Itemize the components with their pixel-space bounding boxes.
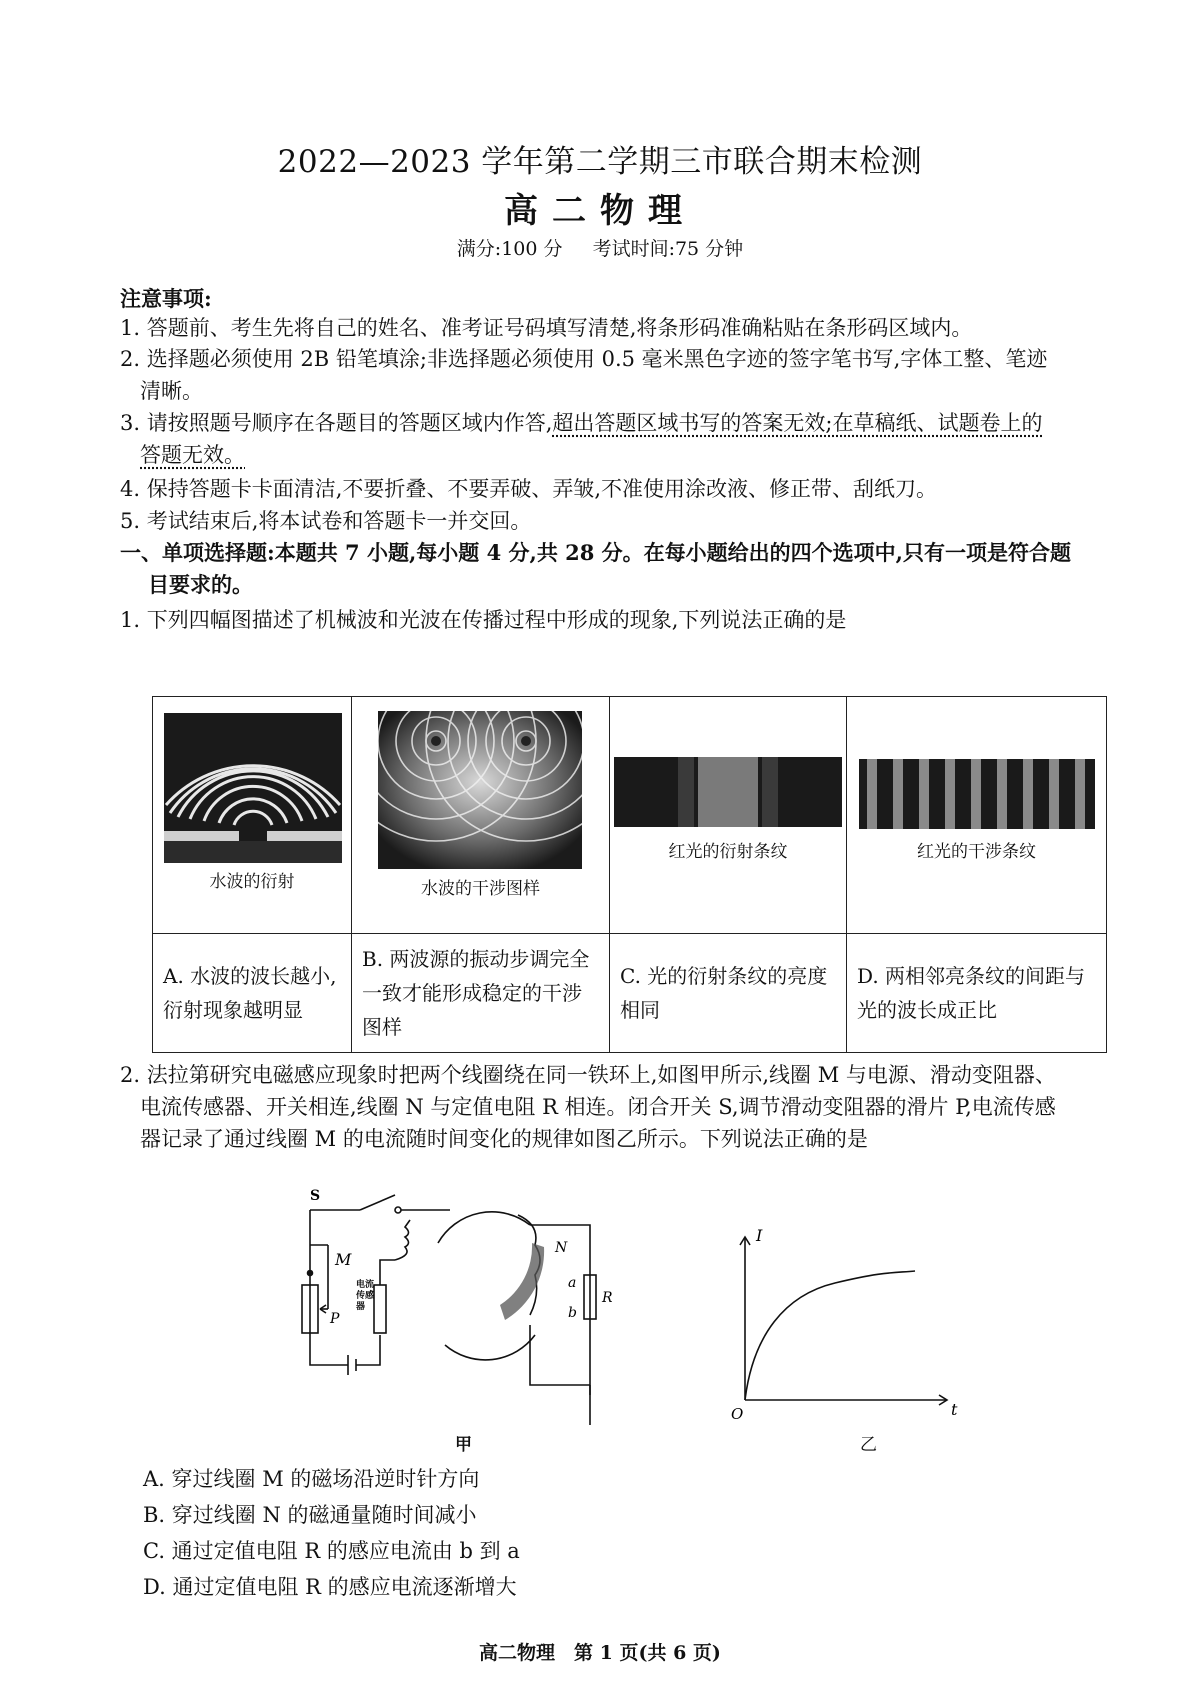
q2-stem-3: 器记录了通过线圈 M 的电流随时间变化的规律如图乙所示。下列说法正确的是 bbox=[140, 1127, 868, 1151]
red-light-diffraction-photo bbox=[614, 757, 842, 827]
q1-option-b: B. 两波源的振动步调完全一致才能形成稳定的干涉图样 bbox=[352, 934, 610, 1053]
notice-item-3-a: 3. 请按照题号顺序在各题目的答题区域内作答, bbox=[120, 411, 553, 435]
notice-item-5: 5. 考试结束后,将本试卷和答题卡一并交回。 bbox=[120, 509, 532, 533]
circuit-sensor-label-part: 传感 bbox=[356, 1291, 375, 1301]
circuit-label-sensor: 电流传感器 bbox=[302, 1270, 307, 1271]
q2-option-d: D. 通过定值电阻 R 的感应电流逐渐增大 bbox=[143, 1575, 517, 1599]
exam-title: 2022—2023 学年第二学期三市联合期末检测 bbox=[277, 144, 923, 180]
q1-caption-c: 红光的衍射条纹 bbox=[668, 842, 788, 862]
exam-subject: 高二物理 bbox=[504, 191, 696, 231]
q1-figure-a bbox=[153, 697, 352, 934]
q2-option-a: A. 穿过线圈 M 的磁场沿逆时针方向 bbox=[143, 1467, 480, 1491]
q2-stem-2: 电流传感器、开关相连,线圈 N 与定值电阻 R 相连。闭合开关 S,调节滑动变阻器的滑片 P,电流传感 bbox=[140, 1095, 1056, 1119]
page-footer: 高二物理 第 1 页(共 6 页) bbox=[479, 1642, 721, 1664]
q1-option-c: C. 光的衍射条纹的亮度相同 bbox=[610, 934, 847, 1053]
exam-meta bbox=[0, 234, 1200, 261]
circuit-label-s: S bbox=[310, 1188, 321, 1204]
current-time-graph bbox=[725, 1225, 965, 1425]
q1-option-d: D. 两相邻亮条纹的间距与光的波长成正比 bbox=[847, 934, 1107, 1053]
notice-item-3-emph-2: 答题无效。 bbox=[140, 443, 245, 467]
notice-item-4: 4. 保持答题卡卡面清洁,不要折叠、不要弄破、弄皱,不准使用涂改液、修正带、刮纸刀。 bbox=[120, 477, 938, 501]
q1-figure-c bbox=[610, 697, 847, 934]
circuit-label-p: P bbox=[330, 1311, 340, 1327]
q2-option-c: C. 通过定值电阻 R 的感应电流由 b 到 a bbox=[143, 1539, 520, 1563]
circuit-label-n: N bbox=[555, 1240, 568, 1256]
circuit-label-m: M bbox=[335, 1250, 352, 1269]
section1-heading: 一、单项选择题:本题共 7 小题,每小题 4 分,共 28 分。在每小题给出的四个选项中,只有一项是符合题 bbox=[120, 540, 1071, 565]
section1-heading-cont: 目要求的。 bbox=[148, 572, 253, 597]
q1-stem: 1. 下列四幅图描述了机械波和光波在传播过程中形成的现象,下列说法正确的是 bbox=[120, 608, 847, 632]
circuit-sensor-label-part: 电流 bbox=[356, 1280, 375, 1290]
notice-item-3 bbox=[120, 408, 1105, 438]
q1-caption-d: 红光的干涉条纹 bbox=[917, 842, 1036, 862]
red-light-interference-photo bbox=[859, 759, 1095, 829]
circuit-label-b: b bbox=[568, 1305, 577, 1321]
graph-origin-label: O bbox=[731, 1405, 744, 1423]
full-score: 满分:100 分 bbox=[456, 238, 563, 260]
q2-option-b: B. 穿过线圈 N 的磁通量随时间减小 bbox=[143, 1503, 477, 1527]
circuit-label-a: a bbox=[568, 1275, 577, 1291]
q2-stem-1: 2. 法拉第研究电磁感应现象时把两个线圈绕在同一铁环上,如图甲所示,线圈 M 与电源、滑动变阻器、 bbox=[120, 1063, 1056, 1087]
q1-table bbox=[152, 696, 1107, 1053]
q1-caption-a: 水波的衍射 bbox=[209, 872, 295, 892]
notice-item-2-cont: 清晰。 bbox=[140, 379, 203, 403]
notice-item-2: 2. 选择题必须使用 2B 铅笔填涂;非选择题必须使用 0.5 毫米黑色字迹的签字笔书写,字体工整、笔迹 bbox=[120, 347, 1048, 371]
notice-heading: 注意事项: bbox=[120, 286, 212, 311]
q1-option-a: A. 水波的波长越小,衍射现象越明显 bbox=[153, 934, 352, 1053]
notice-item-3-emph: 超出答题区域书写的答案无效;在草稿纸、试题卷上的 bbox=[552, 411, 1043, 435]
water-diffraction-photo bbox=[164, 713, 342, 863]
circuit-label-r: R bbox=[602, 1290, 613, 1306]
notice-item-3-cont bbox=[140, 440, 1125, 470]
graph-x-label: t bbox=[951, 1400, 958, 1419]
water-interference-photo bbox=[378, 711, 582, 869]
circuit-figure-label: 甲 bbox=[455, 1435, 472, 1455]
q1-caption-b: 水波的干涉图样 bbox=[421, 879, 540, 899]
q1-figure-d bbox=[847, 697, 1107, 934]
circuit-sensor-label-visible bbox=[356, 1280, 456, 1313]
graph-figure-label: 乙 bbox=[860, 1435, 877, 1455]
notice-item-1: 1. 答题前、考生先将自己的姓名、准考证号码填写清楚,将条形码准确粘贴在条形码区域内。 bbox=[120, 316, 973, 340]
q1-figure-b bbox=[352, 697, 610, 934]
exam-time: 考试时间:75 分钟 bbox=[592, 238, 744, 260]
graph-y-label: I bbox=[756, 1226, 763, 1245]
circuit-sensor-label-part: 器 bbox=[356, 1302, 366, 1312]
